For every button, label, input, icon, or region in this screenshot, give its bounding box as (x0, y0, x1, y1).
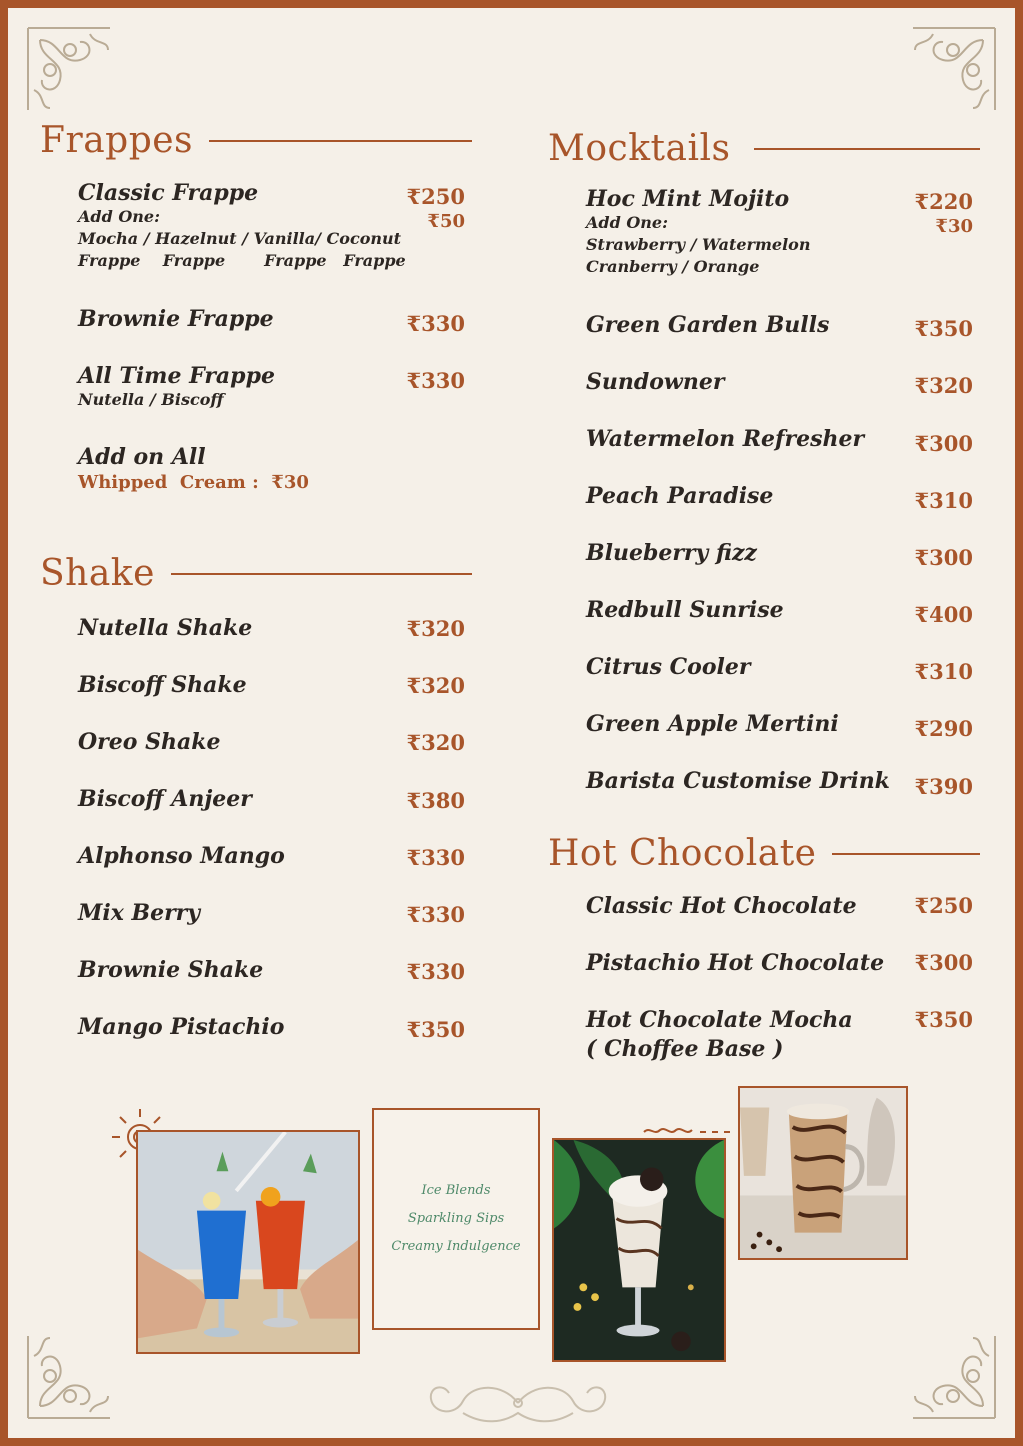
item-name: Brownie Frappe (78, 306, 274, 332)
item-classic-frappe (78, 180, 406, 272)
section-title-hot-chocolate: Hot Chocolate (548, 833, 980, 874)
shake-item: Mix Berry (78, 900, 201, 926)
tagline-line: Ice Blends (421, 1183, 491, 1198)
title-rule (171, 573, 472, 575)
corner-ornament-top-right (903, 20, 1003, 120)
mocktail-item: Citrus Cooler (586, 654, 751, 680)
mocktail-item: Barista Customise Drink (586, 768, 890, 794)
addon-options: Frappe Frappe Frappe Frappe (78, 251, 406, 270)
item-price: ₹390 (914, 774, 973, 799)
bottom-flourish-icon (403, 1373, 633, 1431)
mocktail-item: Peach Paradise (586, 483, 774, 509)
mocktail-item: Redbull Sunrise (586, 597, 784, 623)
addon-options: Mocha / Hazelnut / Vanilla/ Coconut (78, 229, 402, 248)
addon-price: ₹50 (427, 211, 465, 232)
item-price: ₹300 (914, 431, 973, 456)
item-price: ₹330 (406, 368, 465, 393)
item-price: ₹290 (914, 716, 973, 741)
item-price: ₹320 (406, 730, 465, 755)
item-name: All Time Frappe (78, 363, 275, 389)
addon-label: Add One: (586, 213, 669, 232)
photo-chocolate-frappe (738, 1086, 908, 1260)
tagline-card (372, 1108, 540, 1330)
mocktail-item: Green Apple Mertini (586, 711, 839, 737)
mocktail-item: Blueberry fizz (586, 540, 757, 566)
item-price: ₹320 (914, 373, 973, 398)
corner-ornament-bottom-left (20, 1326, 120, 1426)
section-title-mocktails: Mocktails (548, 128, 980, 169)
corner-ornament-bottom-right (903, 1326, 1003, 1426)
item-add-on-all (78, 444, 206, 470)
whipped-cream-note: Whipped Cream : ₹30 (78, 472, 309, 493)
section-title-shake: Shake (40, 553, 472, 594)
item-sub: ( Choffee Base ) (586, 1036, 784, 1062)
section-title-frappes: Frappes (40, 120, 472, 161)
addon-label: Add One: (78, 207, 161, 226)
mocktail-item: Green Garden Bulls (586, 312, 830, 338)
item-price: ₹250 (406, 184, 465, 209)
shake-item: Biscoff Shake (78, 672, 247, 698)
item-price: ₹310 (914, 488, 973, 513)
title-rule (209, 140, 472, 142)
item-hoc-mint-mojito (586, 186, 810, 278)
item-price: ₹330 (406, 311, 465, 336)
item-price: ₹250 (914, 893, 973, 918)
item-brownie-frappe (78, 306, 274, 332)
item-price: ₹400 (914, 602, 973, 627)
shake-item: Mango Pistachio (78, 1014, 285, 1040)
hot-chocolate-item: Hot Chocolate Mocha ( Choffee Base ) (586, 1007, 853, 1062)
item-price: ₹330 (406, 902, 465, 927)
shake-item: Alphonso Mango (78, 843, 285, 869)
addon-price: ₹30 (935, 216, 973, 237)
item-price: ₹300 (914, 545, 973, 570)
item-price: ₹300 (914, 950, 973, 975)
item-sub: Nutella / Biscoff (78, 390, 224, 409)
shake-item: Biscoff Anjeer (78, 786, 252, 812)
hot-chocolate-item: Classic Hot Chocolate (586, 893, 857, 919)
addon-options: Strawberry / Watermelon (586, 235, 811, 254)
item-name: Classic Frappe (78, 180, 259, 206)
tagline-line: Sparkling Sips (407, 1211, 505, 1226)
hot-chocolate-item: Pistachio Hot Chocolate (586, 950, 885, 976)
item-price: ₹310 (914, 659, 973, 684)
tagline-line: Creamy Indulgence (391, 1239, 521, 1254)
item-price: ₹350 (914, 1007, 973, 1032)
item-price: ₹330 (406, 959, 465, 984)
addon-options: Cranberry / Orange (586, 257, 760, 276)
item-price: ₹350 (406, 1017, 465, 1042)
item-name: Add on All (78, 444, 206, 470)
item-all-time-frappe (78, 363, 275, 411)
title-rule (832, 853, 980, 855)
item-price: ₹350 (914, 316, 973, 341)
item-price: ₹330 (406, 845, 465, 870)
mocktail-item: Sundowner (586, 369, 725, 395)
squiggle-doodle-icon (642, 1124, 732, 1138)
item-price: ₹220 (914, 189, 973, 214)
item-price: ₹320 (406, 616, 465, 641)
corner-ornament-top-left (20, 20, 120, 120)
photo-oreo-shake (552, 1138, 726, 1362)
title-rule (754, 148, 980, 150)
item-name: Hoc Mint Mojito (586, 186, 790, 212)
shake-item: Oreo Shake (78, 729, 221, 755)
item-price: ₹380 (406, 788, 465, 813)
shake-item: Nutella Shake (78, 615, 253, 641)
mocktail-item: Watermelon Refresher (586, 426, 865, 452)
photo-blue-and-red-drinks (136, 1130, 360, 1354)
shake-item: Brownie Shake (78, 957, 264, 983)
item-price: ₹320 (406, 673, 465, 698)
